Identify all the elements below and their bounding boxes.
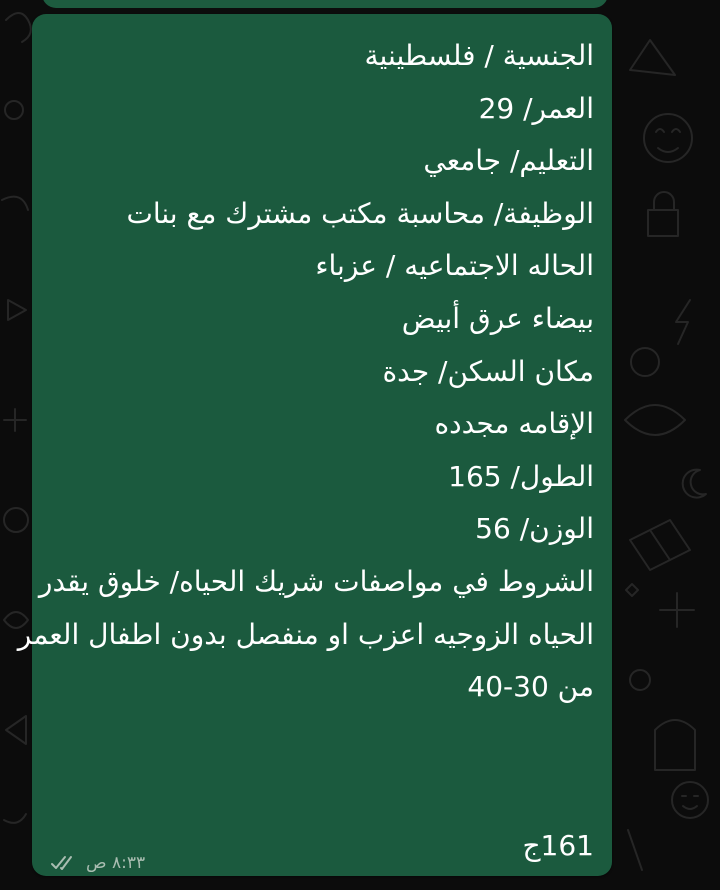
message-line-job: الوظيفة/ محاسبة مكتب مشترك مع بنات: [126, 196, 594, 230]
message-meta: [50, 850, 145, 876]
message-line-education: التعليم/ جامعي: [423, 144, 594, 178]
message-line-iqama: الإقامه مجدده: [434, 407, 594, 441]
message-line-weight: الوزن/ 56: [475, 512, 594, 546]
message-line-marital-status: الحاله الاجتماعيه / عزباء: [315, 249, 594, 283]
message-signature: 161ج: [522, 829, 594, 862]
message-line-complexion: بيضاء عرق أبيض: [401, 301, 594, 335]
message-line-nationality: الجنسية / فلسطينية: [364, 39, 594, 72]
previous-message-bubble[interactable]: [42, 0, 608, 8]
message-bubble[interactable]: [17, 14, 612, 876]
message-line-age: العمر/ 29: [478, 91, 594, 125]
message-line-residence: مكان السكن/ جدة: [382, 354, 594, 388]
message-time: ٨:٣٣ ص: [86, 853, 146, 873]
message-text: [17, 30, 594, 714]
message-line-conditions: الشروط في مواصفات شريك الحياه/ خلوق يقدر: [38, 564, 594, 598]
message-line-height: الطول/ 165: [448, 459, 594, 493]
message-line-conditions-cont: الحياه الزوجيه اعزب او منفصل بدون اطفال العمر: [17, 617, 594, 651]
double-check-icon: [50, 855, 80, 871]
message-line-age-range: من 30-40: [467, 670, 594, 704]
